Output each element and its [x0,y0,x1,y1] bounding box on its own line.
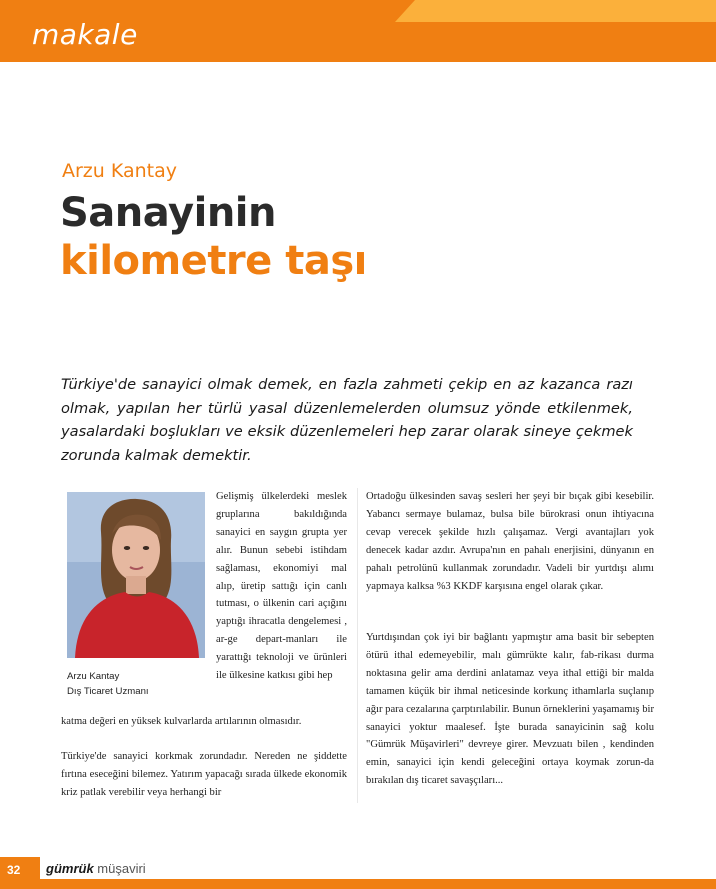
section-label: makale [32,18,138,51]
footer-bar [0,879,716,889]
magazine-name-rest: müşaviri [97,861,146,876]
magazine-name-bold: gümrük [46,861,94,876]
body-col1-paragraph1: Gelişmiş ülkelerdeki meslek gruplarına bakıldığında sanayici en saygın grupta yer alır. Bunun sebebi istihdam sağlaması, ekonomiyi mal alıp, üretip sattığı için canlı tutması, o ülkenin cari açığını yaptığı ihracatla dengelemesi , ar-ge depart-manları ile yarattığı teknoloji ve ürünleri ile ülkesine katkısı gibi hep [216,491,347,682]
body-col2-paragraph2: Yurtdışından çok iyi bir bağlantı yapmıştır ama basit bir sebepten ötürü ithal edemeyebilir, malı gümrükte kalır, fab-rikası durma noktasına gelir ama derdini anlatamaz veya ithal ettiği bir malda tamamen küçük bir ihmal neticesinde korkunç ithamlarla suçlanıp ağır para cezalarına çarptırılabilir. Bunun örneklerini yaşamamış bir sanayici yoktur maalesef. İşte burada sanayicinin sağ kolu "Gümrük Müşavirleri" devreye girer. Mevzuatı bilen , kendinden emin, sanayici için kendi geleceğini ortaya koymak zorun-da bırakılan dış ticaret savaşçıları... [366,632,654,787]
author-name: Arzu Kantay [62,160,178,182]
lead-paragraph: Türkiye'de sanayici olmak demek, en fazla zahmeti çekip en az kazanca razı olmak, yapılan her türlü yasal düzenlemelerden olumsuz yönde etkilenmek, yasalardaki boşlukları ve eksik düzenlemeleri hep zarar olarak sineye çekmek zorunda kalmak demektir. [61,376,633,464]
body-col2-paragraph1: Ortadoğu ülkesinden savaş sesleri her şeyi bir bıçak gibi kesebilir. Yabancı sermaye bulamaz, bulsa bile bürokrasi onun ihtiyacına cevap verecek şekilde hızlı çalışamaz. Vergi avantajları yok denecek kadar azdır. Avrupa'nın en pahalı enerjisini, dünyanın en pahalı petrolünü kullanmak zorundadır. Vadeli bir yurtdışı alımı yapmaya kalksa %3 KKDF karşısına engel olarak çıkar. [366,491,654,592]
body-col1-paragraph1-end: katma değeri en yüksek kulvarlarda artılarının olmasıdır. [61,716,302,727]
page-number: 32 [7,863,21,877]
body-col1-paragraph2: Türkiye'de sanayici korkmak zorundadır. Nereden ne şiddette fırtına eseceğini bilemez. Yatırım yapacağı sırada ülkede ekonomik kriz patlak verebilir veya herhangi bir [61,751,347,798]
column-divider [357,488,358,803]
article-title-line1: Sanayinin [60,190,276,236]
author-photo [67,492,205,658]
article-title-line2: kilometre taşı [60,238,367,284]
caption-name: Arzu Kantay [67,671,120,682]
caption-title: Dış Ticaret Uzmanı [67,686,149,697]
magazine-name [46,861,146,876]
photo-caption [67,669,149,699]
